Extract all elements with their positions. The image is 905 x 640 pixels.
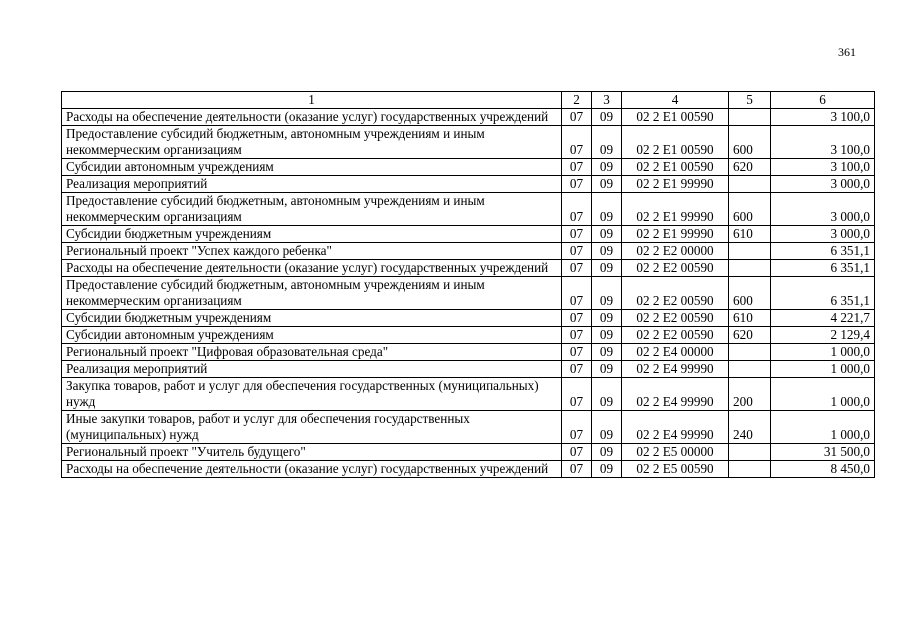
cell-target-article: 02 2 E1 99990 (622, 176, 729, 193)
header-col-target-article: 4 (622, 92, 729, 109)
cell-target-article: 02 2 E2 00590 (622, 327, 729, 344)
table-row (62, 461, 875, 478)
cell-subsection: 09 (592, 411, 622, 444)
cell-target-article: 02 2 E1 99990 (622, 226, 729, 243)
cell-name: Субсидии автономным учреждениям (62, 159, 562, 176)
cell-name: Субсидии автономным учреждениям (62, 327, 562, 344)
cell-amount: 3 000,0 (771, 176, 875, 193)
cell-name: Субсидии бюджетным учреждениям (62, 226, 562, 243)
cell-name: Субсидии бюджетным учреждениям (62, 310, 562, 327)
cell-section: 07 (562, 344, 592, 361)
table-row (62, 193, 875, 226)
table-row (62, 378, 875, 411)
cell-section: 07 (562, 361, 592, 378)
cell-subsection: 09 (592, 310, 622, 327)
cell-expense-type: 610 (729, 226, 771, 243)
cell-section: 07 (562, 411, 592, 444)
cell-target-article: 02 2 E1 00590 (622, 159, 729, 176)
cell-target-article: 02 2 E5 00000 (622, 444, 729, 461)
cell-name: Реализация мероприятий (62, 176, 562, 193)
cell-subsection: 09 (592, 243, 622, 260)
cell-expense-type: 600 (729, 193, 771, 226)
cell-expense-type (729, 444, 771, 461)
cell-subsection: 09 (592, 126, 622, 159)
cell-section: 07 (562, 378, 592, 411)
cell-subsection: 09 (592, 361, 622, 378)
cell-subsection: 09 (592, 378, 622, 411)
cell-target-article: 02 2 E4 99990 (622, 378, 729, 411)
cell-name: Региональный проект "Цифровая образовательная среда" (62, 344, 562, 361)
cell-expense-type (729, 109, 771, 126)
cell-expense-type: 620 (729, 327, 771, 344)
cell-subsection: 09 (592, 327, 622, 344)
cell-target-article: 02 2 E4 99990 (622, 361, 729, 378)
cell-section: 07 (562, 126, 592, 159)
cell-section: 07 (562, 243, 592, 260)
cell-target-article: 02 2 E1 99990 (622, 193, 729, 226)
table-row (62, 243, 875, 260)
cell-name: Региональный проект "Успех каждого ребенка" (62, 243, 562, 260)
cell-amount: 3 100,0 (771, 159, 875, 176)
cell-expense-type: 610 (729, 310, 771, 327)
table-row (62, 361, 875, 378)
header-col-amount: 6 (771, 92, 875, 109)
cell-target-article: 02 2 E4 99990 (622, 411, 729, 444)
cell-expense-type (729, 361, 771, 378)
cell-section: 07 (562, 109, 592, 126)
cell-target-article: 02 2 E2 00590 (622, 277, 729, 310)
cell-section: 07 (562, 159, 592, 176)
cell-target-article: 02 2 E2 00590 (622, 310, 729, 327)
cell-amount: 6 351,1 (771, 277, 875, 310)
header-row (62, 92, 875, 109)
cell-amount: 6 351,1 (771, 260, 875, 277)
cell-target-article: 02 2 E5 00590 (622, 461, 729, 478)
cell-name: Предоставление субсидий бюджетным, автономным учреждениям и иным некоммерческим организациям (62, 277, 562, 310)
cell-amount: 3 000,0 (771, 226, 875, 243)
cell-subsection: 09 (592, 444, 622, 461)
cell-expense-type (729, 176, 771, 193)
header-col-section: 2 (562, 92, 592, 109)
cell-name: Реализация мероприятий (62, 361, 562, 378)
header-col-expense-type: 5 (729, 92, 771, 109)
cell-expense-type (729, 243, 771, 260)
cell-name: Расходы на обеспечение деятельности (оказание услуг) государственных учреждений (62, 109, 562, 126)
table-row (62, 176, 875, 193)
cell-target-article: 02 2 E4 00000 (622, 344, 729, 361)
cell-name: Региональный проект "Учитель будущего" (62, 444, 562, 461)
cell-amount: 1 000,0 (771, 361, 875, 378)
table-row (62, 310, 875, 327)
cell-amount: 8 450,0 (771, 461, 875, 478)
cell-subsection: 09 (592, 193, 622, 226)
cell-name: Иные закупки товаров, работ и услуг для обеспечения государственных (муниципальных) нужд (62, 411, 562, 444)
cell-amount: 31 500,0 (771, 444, 875, 461)
cell-expense-type: 600 (729, 126, 771, 159)
cell-subsection: 09 (592, 159, 622, 176)
cell-amount: 3 100,0 (771, 109, 875, 126)
table-row (62, 126, 875, 159)
table-row (62, 109, 875, 126)
cell-expense-type: 240 (729, 411, 771, 444)
cell-amount: 2 129,4 (771, 327, 875, 344)
cell-amount: 4 221,7 (771, 310, 875, 327)
cell-target-article: 02 2 E2 00000 (622, 243, 729, 260)
cell-subsection: 09 (592, 277, 622, 310)
cell-target-article: 02 2 E1 00590 (622, 109, 729, 126)
cell-subsection: 09 (592, 461, 622, 478)
table-row (62, 226, 875, 243)
table-row (62, 444, 875, 461)
table-row (62, 159, 875, 176)
cell-name: Предоставление субсидий бюджетным, автономным учреждениям и иным некоммерческим организациям (62, 126, 562, 159)
cell-expense-type: 600 (729, 277, 771, 310)
cell-section: 07 (562, 176, 592, 193)
cell-expense-type (729, 260, 771, 277)
cell-section: 07 (562, 444, 592, 461)
budget-table (61, 91, 875, 478)
cell-section: 07 (562, 226, 592, 243)
cell-name: Предоставление субсидий бюджетным, автономным учреждениям и иным некоммерческим организациям (62, 193, 562, 226)
cell-name: Расходы на обеспечение деятельности (оказание услуг) государственных учреждений (62, 260, 562, 277)
page-number: 361 (838, 45, 856, 59)
header-col-subsection: 3 (592, 92, 622, 109)
cell-amount: 3 100,0 (771, 126, 875, 159)
cell-subsection: 09 (592, 226, 622, 243)
cell-section: 07 (562, 277, 592, 310)
cell-expense-type: 620 (729, 159, 771, 176)
table-row (62, 277, 875, 310)
cell-name: Расходы на обеспечение деятельности (оказание услуг) государственных учреждений (62, 461, 562, 478)
table-row (62, 260, 875, 277)
cell-target-article: 02 2 E1 00590 (622, 126, 729, 159)
table-row (62, 327, 875, 344)
header-col-name: 1 (62, 92, 562, 109)
cell-subsection: 09 (592, 260, 622, 277)
cell-amount: 6 351,1 (771, 243, 875, 260)
cell-section: 07 (562, 461, 592, 478)
cell-amount: 1 000,0 (771, 411, 875, 444)
table-row (62, 411, 875, 444)
cell-name: Закупка товаров, работ и услуг для обеспечения государственных (муниципальных) нужд (62, 378, 562, 411)
cell-expense-type: 200 (729, 378, 771, 411)
table-row (62, 344, 875, 361)
cell-section: 07 (562, 193, 592, 226)
cell-section: 07 (562, 310, 592, 327)
cell-target-article: 02 2 E2 00590 (622, 260, 729, 277)
cell-section: 07 (562, 327, 592, 344)
cell-amount: 1 000,0 (771, 378, 875, 411)
cell-subsection: 09 (592, 109, 622, 126)
cell-subsection: 09 (592, 176, 622, 193)
table-body (62, 109, 875, 478)
cell-amount: 1 000,0 (771, 344, 875, 361)
cell-section: 07 (562, 260, 592, 277)
cell-expense-type (729, 461, 771, 478)
cell-subsection: 09 (592, 344, 622, 361)
cell-amount: 3 000,0 (771, 193, 875, 226)
cell-expense-type (729, 344, 771, 361)
